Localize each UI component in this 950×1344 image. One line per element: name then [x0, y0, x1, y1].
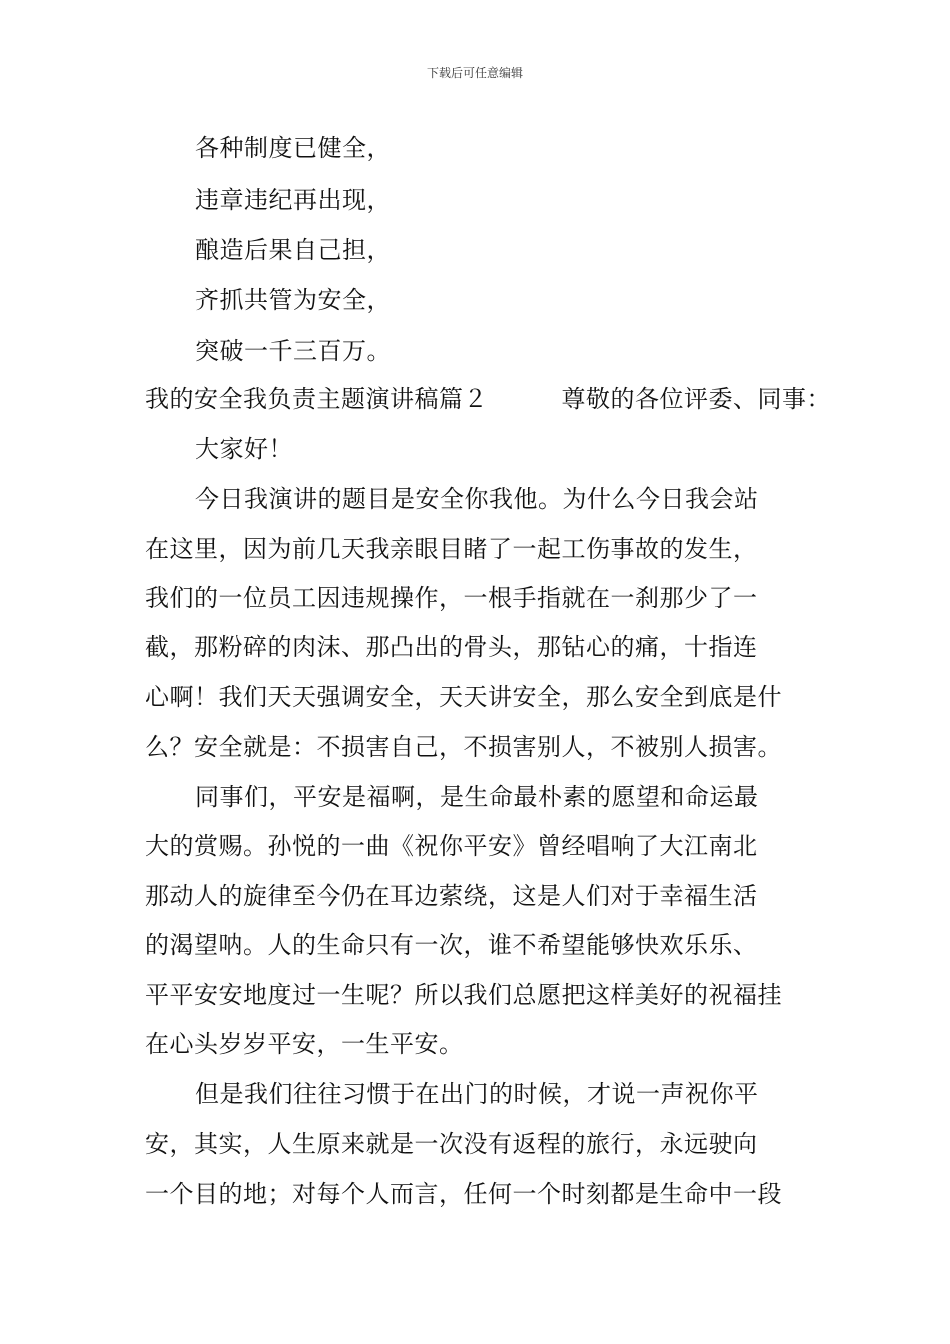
paragraph-line: 今日我演讲的题目是安全你我他。为什么今日我会站 [195, 485, 759, 513]
paragraph-line: 那动人的旋律至今仍在耳边萦绕，这是人们对于幸福生活 [145, 882, 758, 910]
page-header-note: 下载后可任意编辑 [426, 66, 523, 80]
verse-line: 突破一千三百万。 [195, 337, 391, 365]
paragraph-line: 一个目的地；对每个人而言，任何一个时刻都是生命中一段 [145, 1180, 782, 1208]
paragraph-line: 安，其实，人生原来就是一次没有返程的旅行，永远驶向 [145, 1130, 758, 1158]
greeting-line: 大家好！ [195, 435, 293, 463]
paragraph-line: 但是我们往往习惯于在出门的时候，才说一声祝你平 [195, 1080, 759, 1108]
paragraph-line: 大的赏赐。孙悦的一曲《祝你平安》曾经唱响了大江南北 [145, 832, 758, 860]
paragraph-line: 截，那粉碎的肉沫、那凸出的骨头，那钻心的痛，十指连 [145, 633, 758, 661]
paragraph-line: 么？安全就是：不损害自己，不损害别人，不被别人损害。 [145, 733, 782, 761]
verse-line: 各种制度已健全， [195, 134, 391, 162]
paragraph-line: 在这里，因为前几天我亲眼目睹了一起工伤事故的发生， [145, 535, 758, 563]
verse-line: 齐抓共管为安全， [195, 286, 391, 314]
paragraph-line: 同事们，平安是福啊，是生命最朴素的愿望和命运最 [195, 783, 759, 811]
verse-line: 酿造后果自己担， [195, 236, 391, 264]
paragraph-line: 我们的一位员工因违规操作，一根手指就在一刹那少了一 [145, 584, 758, 612]
paragraph-line: 心啊！我们天天强调安全，天天讲安全，那么安全到底是什 [145, 683, 782, 711]
paragraph-line: 平平安安地度过一生呢？所以我们总愿把这样美好的祝福挂 [145, 981, 782, 1009]
verse-line: 违章违纪再出现， [195, 186, 391, 214]
paragraph-line: 的渴望呐。人的生命只有一次，谁不希望能够快欢乐乐、 [145, 931, 758, 959]
paragraph-line: 在心头岁岁平安，一生平安。 [145, 1030, 464, 1058]
section-title-line: 我的安全我负责主题演讲稿篇２ 尊敬的各位评委、同事： [145, 385, 831, 413]
